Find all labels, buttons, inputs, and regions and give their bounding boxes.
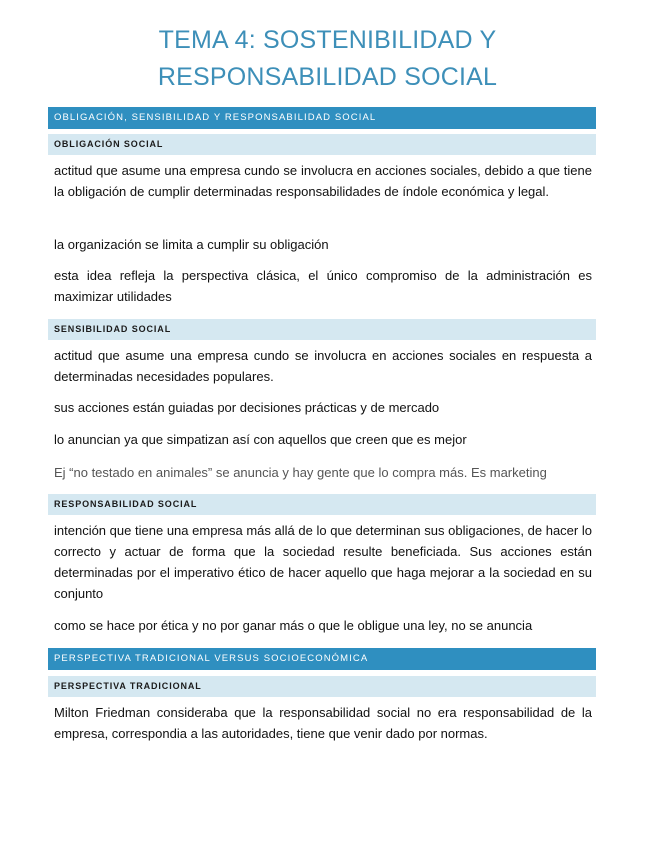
paragraph: esta idea refleja la perspectiva clásica, el único compromiso de la administración es maximizar utilidades	[54, 268, 592, 304]
subsection-heading-obligacion-social: OBLIGACIÓN SOCIAL	[48, 134, 596, 155]
paragraph: Milton Friedman consideraba que la responsabilidad social no era responsabilidad de la empresa, correspondia a las autoridades, tiene que venir dado por normas.	[54, 705, 592, 741]
page-title-line-2: RESPONSABILIDAD SOCIAL	[157, 63, 498, 91]
paragraph: actitud que asume una empresa cundo se involucra en acciones sociales en respuesta a determinadas necesidades populares.	[54, 348, 592, 384]
section-heading-perspectiva-tradicional-versus-socioeconomica: PERSPECTIVA TRADICIONAL VERSUS SOCIOECONÓMICA	[48, 648, 596, 670]
paragraph: lo anuncian ya que simpatizan así con aquellos que creen que es mejor	[54, 432, 467, 447]
subsection-heading-perspectiva-tradicional: PERSPECTIVA TRADICIONAL	[48, 676, 596, 697]
paragraph: sus acciones están guiadas por decisiones prácticas y de mercado	[54, 400, 440, 415]
section-heading-obligacion-sensibilidad-responsabilidad: OBLIGACIÓN, SENSIBILIDAD Y RESPONSABILIDAD SOCIAL	[48, 107, 596, 129]
paragraph: como se hace por ética y no por ganar más o que le obligue una ley, no se anuncia	[54, 618, 533, 633]
paragraph: intención que tiene una empresa más allá de lo que determinan sus obligaciones, de hacer lo correcto y actuar de forma que la sociedad resulte beneficiada. Sus acciones están determinadas por el imperativo ético de hacer aquello que haga mejorar a la sociedad en su conjunto	[54, 523, 592, 601]
subsection-heading-sensibilidad-social: SENSIBILIDAD SOCIAL	[48, 319, 596, 340]
paragraph-example: Ej “no testado en animales” se anuncia y hay gente que lo compra más. Es marketing	[54, 465, 547, 480]
page-title-line-1: TEMA 4: SOSTENIBILIDAD Y	[158, 26, 497, 54]
subsection-heading-responsabilidad-social: RESPONSABILIDAD SOCIAL	[48, 494, 596, 515]
paragraph: actitud que asume una empresa cundo se involucra en acciones sociales, debido a que tiene la obligación de cumplir determinadas responsabilidades de índole económica y legal.	[54, 163, 592, 199]
paragraph: la organización se limita a cumplir su obligación	[54, 237, 329, 252]
page-title	[0, 22, 655, 96]
